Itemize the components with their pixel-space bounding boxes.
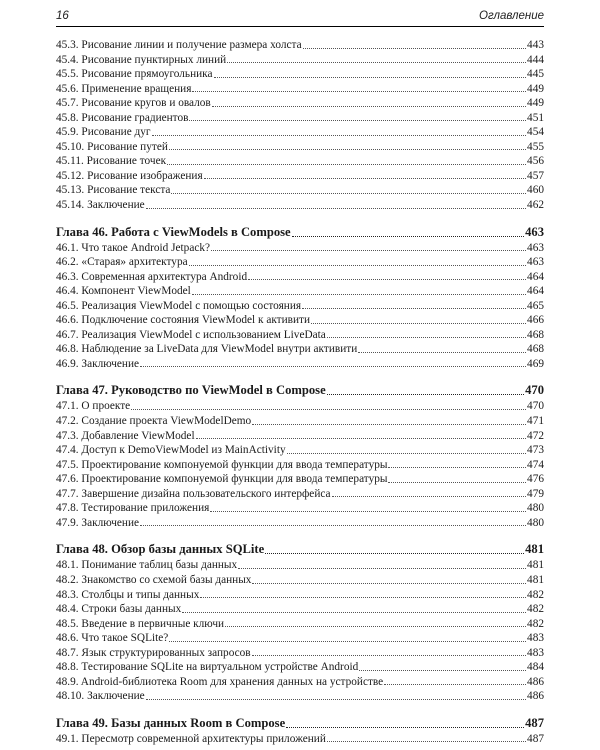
dot-leader (169, 640, 526, 642)
toc-entry-title: 45.6. Применение вращения (56, 82, 192, 95)
dot-leader (200, 596, 526, 598)
toc-entry (56, 357, 544, 372)
toc-entry-page: 445 (527, 68, 544, 81)
toc-entry-page: 460 (527, 184, 544, 197)
toc-chapter (56, 715, 544, 732)
dot-leader (189, 264, 526, 266)
dot-leader (292, 235, 524, 237)
toc-entry-title: 45.9. Рисование дуг (56, 126, 151, 139)
toc-entry (56, 602, 544, 617)
dot-leader (212, 105, 526, 107)
toc-entry-title: 48.7. Язык структурированных запросов (56, 646, 251, 659)
toc-entry (56, 270, 544, 285)
toc-entry-title: 45.5. Рисование прямоугольника (56, 68, 213, 81)
toc-entry (56, 342, 544, 357)
toc-entry-page: 471 (527, 415, 544, 428)
toc-chapter-page: 470 (525, 383, 544, 398)
toc-entry-page: 457 (527, 169, 544, 182)
toc-entry-page: 469 (527, 357, 544, 370)
dot-leader (227, 61, 526, 63)
toc-entry (56, 241, 544, 256)
toc-entry-page: 449 (527, 82, 544, 95)
toc-chapter-title: Глава 49. Базы данных Room в Compose (56, 715, 286, 730)
toc-entry-page: 482 (527, 617, 544, 630)
toc-entry-page: 484 (527, 661, 544, 674)
toc-entry (56, 487, 544, 502)
toc-entry (56, 414, 544, 429)
toc-entry-page: 482 (527, 588, 544, 601)
toc-entry-page: 481 (527, 573, 544, 586)
toc-entry-title: 45.4. Рисование пунктирных линий (56, 53, 227, 66)
toc-entry-page: 451 (527, 111, 544, 124)
toc-entry-page: 486 (527, 690, 544, 703)
toc-entry-title: 48.8. Тестирование SQLite на виртуальном устройстве Android (56, 661, 359, 674)
dot-leader (252, 582, 526, 584)
dot-leader (358, 351, 526, 353)
dot-leader (327, 336, 526, 338)
toc-entry-title: 46.5. Реализация ViewModel с помощью состояния (56, 299, 302, 312)
toc-entry-title: 47.6. Проектирование компонуемой функции для ввода температуры (56, 473, 388, 486)
toc-entry-page: 468 (527, 328, 544, 341)
toc-entry-title: 45.12. Рисование изображения (56, 169, 203, 182)
toc-entry-title: 45.10. Рисование путей (56, 140, 168, 153)
toc-entry (56, 140, 544, 155)
toc-entry (56, 732, 544, 747)
toc-entry-page: 470 (527, 400, 544, 413)
dot-leader (210, 510, 526, 512)
dot-leader (265, 552, 524, 554)
toc-entry (56, 689, 544, 704)
toc-entry-page: 474 (527, 458, 544, 471)
dot-leader (214, 76, 527, 78)
toc-chapter-page: 463 (525, 224, 544, 239)
toc-entry (56, 313, 544, 328)
dot-leader (252, 654, 526, 656)
toc-entry (56, 646, 544, 661)
toc-entry-title: 48.3. Столбцы и типы данных (56, 588, 200, 601)
toc-entry-page: 454 (527, 126, 544, 139)
toc-entry-title: 46.6. Подключение состояния ViewModel к активити (56, 314, 311, 327)
toc-entry-title: 47.2. Создание проекта ViewModelDemo (56, 415, 252, 428)
dot-leader (286, 726, 524, 728)
dot-leader (171, 192, 526, 194)
toc-chapter-title: Глава 47. Руководство по ViewModel в Compose (56, 383, 326, 398)
toc-entry (56, 429, 544, 444)
toc-entry-title: 48.9. Android-библиотека Room для хранения данных на устройстве (56, 675, 384, 688)
toc-entry-title: 47.3. Добавление ViewModel (56, 429, 195, 442)
dot-leader (302, 307, 526, 309)
toc-entry-page: 456 (527, 155, 544, 168)
toc-entry (56, 588, 544, 603)
dot-leader (152, 134, 526, 136)
toc-chapter (56, 224, 544, 241)
toc-entry (56, 501, 544, 516)
toc-entry-page: 462 (527, 199, 544, 212)
section-title: Оглавление (479, 10, 544, 22)
toc-entry (56, 111, 544, 126)
toc-entry-page: 481 (527, 559, 544, 572)
toc-entry (56, 399, 544, 414)
toc-entry-title: 48.2. Знакомство со схемой базы данных (56, 573, 252, 586)
toc-entry (56, 183, 544, 198)
toc-entry-page: 463 (527, 241, 544, 254)
toc-entry (56, 458, 544, 473)
chapter-spacer (56, 704, 544, 715)
chapter-spacer (56, 213, 544, 224)
toc-entry (56, 472, 544, 487)
toc-entry-page: 463 (527, 256, 544, 269)
toc-entry-title: 45.8. Рисование градиентов (56, 111, 189, 124)
toc-entry-title: 47.8. Тестирование приложения (56, 502, 210, 515)
dot-leader (238, 567, 526, 569)
dot-leader (192, 90, 526, 92)
dot-leader (146, 698, 526, 700)
dot-leader (225, 625, 526, 627)
toc-entry-title: 48.1. Понимание таблиц базы данных (56, 559, 238, 572)
dot-leader (189, 119, 526, 121)
toc-entry-page: 482 (527, 603, 544, 616)
dot-leader (192, 293, 526, 295)
toc-chapter-title: Глава 48. Обзор базы данных SQLite (56, 542, 265, 557)
dot-leader (252, 423, 526, 425)
toc-entry-title: 47.7. Завершение дизайна пользовательского интерфейса (56, 487, 331, 500)
chapter-spacer (56, 530, 544, 541)
dot-leader (182, 611, 526, 613)
toc-entry (56, 255, 544, 270)
dot-leader (204, 177, 526, 179)
dot-leader (332, 495, 527, 497)
toc-entry-page: 483 (527, 632, 544, 645)
toc-entry-page: 473 (527, 444, 544, 457)
page-number: 16 (56, 10, 69, 22)
toc-entry (56, 198, 544, 213)
dot-leader (140, 365, 526, 367)
dot-leader (303, 47, 526, 49)
toc-entry (56, 558, 544, 573)
dot-leader (248, 278, 526, 280)
toc-entry (56, 516, 544, 531)
toc-entry-title: 48.4. Строки базы данных (56, 603, 182, 616)
toc-entry-page: 466 (527, 314, 544, 327)
toc-entry-title: 46.3. Современная архитектура Android (56, 270, 248, 283)
toc-entry-title: 46.9. Заключение (56, 357, 140, 370)
toc-entry-page: 443 (527, 39, 544, 51)
toc-entry (56, 660, 544, 675)
toc-entry-title: 46.7. Реализация ViewModel с использованием LiveData (56, 328, 326, 341)
dot-leader (384, 683, 526, 685)
dot-leader (146, 207, 526, 209)
toc-entry-page: 464 (527, 285, 544, 298)
dot-leader (287, 452, 526, 454)
toc-chapter-page: 481 (525, 542, 544, 557)
running-header (56, 10, 544, 27)
dot-leader (167, 163, 526, 165)
dot-leader (311, 322, 526, 324)
dot-leader (211, 249, 526, 251)
toc-entry (56, 125, 544, 140)
table-of-contents (56, 38, 544, 746)
toc-entry-page: 476 (527, 473, 544, 486)
dot-leader (327, 393, 524, 395)
dot-leader (327, 740, 526, 742)
toc-chapter (56, 541, 544, 558)
toc-entry-page: 472 (527, 429, 544, 442)
toc-entry-title: 47.1. О проекте (56, 400, 131, 413)
toc-entry (56, 617, 544, 632)
toc-entry-title: 46.2. «Старая» архитектура (56, 256, 188, 269)
toc-entry-title: 45.14. Заключение (56, 199, 145, 212)
toc-entry-page: 480 (527, 516, 544, 529)
toc-entry-title: 48.6. Что такое SQLite? (56, 632, 169, 645)
toc-entry-title: 46.8. Наблюдение за LiveData для ViewModel внутри активити (56, 343, 358, 356)
toc-chapter-page: 487 (525, 715, 544, 730)
chapter-spacer (56, 371, 544, 382)
toc-entry-page: 455 (527, 140, 544, 153)
toc-entry-title: 45.13. Рисование текста (56, 184, 171, 197)
toc-entry-page: 483 (527, 646, 544, 659)
dot-leader (359, 669, 526, 671)
dot-leader (388, 466, 526, 468)
toc-entry (56, 96, 544, 111)
toc-entry (56, 154, 544, 169)
toc-entry (56, 328, 544, 343)
toc-entry (56, 573, 544, 588)
toc-entry-title: 45.11. Рисование точек (56, 155, 167, 168)
toc-entry-title: 48.5. Введение в первичные ключи (56, 617, 225, 630)
toc-entry (56, 299, 544, 314)
toc-entry-page: 486 (527, 675, 544, 688)
toc-entry (56, 67, 544, 82)
toc-entry-title: 47.4. Доступ к DemoViewModel из MainActivity (56, 444, 286, 457)
toc-entry-page: 464 (527, 270, 544, 283)
toc-entry (56, 443, 544, 458)
toc-entry-title: 46.1. Что такое Android Jetpack? (56, 241, 211, 254)
toc-entry-title: 45.7. Рисование кругов и овалов (56, 97, 211, 110)
toc-entry (56, 53, 544, 68)
toc-entry-title: 46.4. Компонент ViewModel (56, 285, 191, 298)
toc-entry (56, 675, 544, 690)
toc-entry-title: 47.9. Заключение (56, 516, 140, 529)
toc-entry-page: 465 (527, 299, 544, 312)
toc-entry-page: 444 (527, 53, 544, 66)
toc-entry-title: 48.10. Заключение (56, 690, 145, 703)
toc-entry (56, 284, 544, 299)
toc-entry-page: 480 (527, 502, 544, 515)
dot-leader (388, 481, 526, 483)
toc-entry (56, 631, 544, 646)
toc-entry-page: 468 (527, 343, 544, 356)
dot-leader (169, 148, 526, 150)
toc-entry-page: 487 (527, 732, 544, 745)
dot-leader (131, 408, 526, 410)
toc-entry-title: 49.1. Пересмотр современной архитектуры приложений (56, 732, 326, 745)
toc-chapter-title: Глава 46. Работа с ViewModels в Compose (56, 224, 291, 239)
toc-entry (56, 169, 544, 184)
toc-chapter (56, 382, 544, 399)
toc-entry-title: 45.3. Рисование линии и получение размера холста (56, 39, 302, 51)
toc-entry (56, 38, 544, 53)
toc-entry-page: 479 (527, 487, 544, 500)
toc-entry-page: 449 (527, 97, 544, 110)
dot-leader (196, 437, 526, 439)
toc-entry-title: 47.5. Проектирование компонуемой функции для ввода температуры (56, 458, 388, 471)
toc-entry (56, 82, 544, 97)
dot-leader (140, 524, 526, 526)
